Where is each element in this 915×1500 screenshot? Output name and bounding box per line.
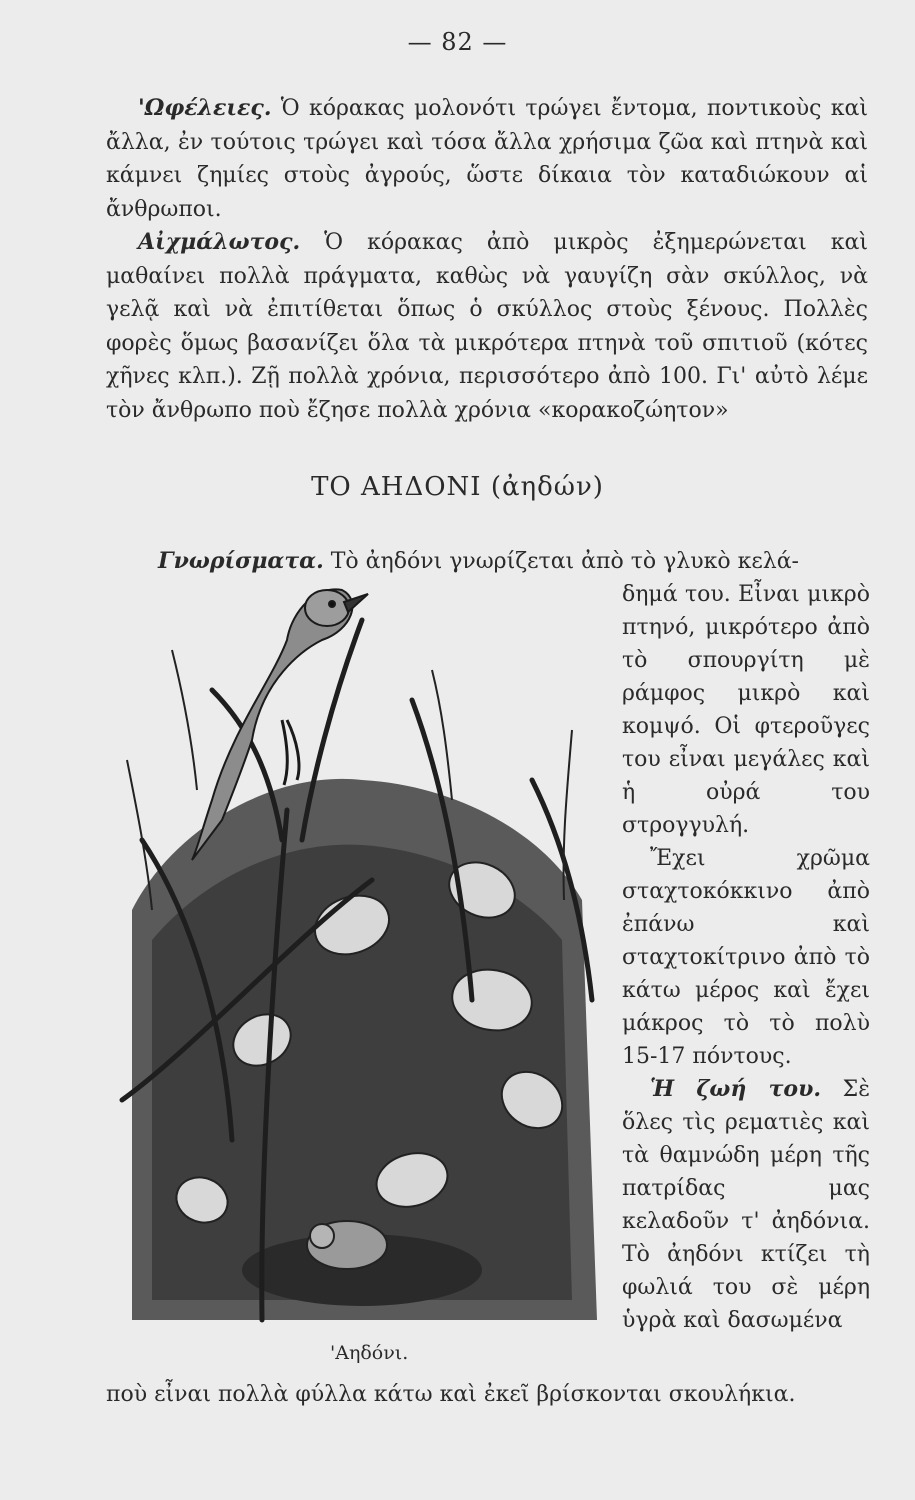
- paragraph-features-first-line: [158, 545, 799, 578]
- paragraph-lead: Ἡ ζωή του.: [650, 1076, 822, 1102]
- paragraph-text: Τὸ ἀηδόνι γνωρίζεται ἀπὸ τὸ γλυκὸ κελά-: [323, 549, 799, 574]
- paragraph-text: Ὁ κόρακας μολονότι τρώγει ἔντομα, ποντικοὺς καὶ ἄλλα, ἐν τούτοις τρώγει καὶ τόσα ἄλλα χρήσιμα ζῶα καὶ πτηνὰ καὶ κάμνει ζημίες στοὺς ἀγρούς, ὥστε δίκαια τὸν καταδιώκουν αἱ ἄνθρωποι.: [106, 96, 868, 222]
- paragraph-lead: Αἰχμάλωτος.: [138, 229, 301, 255]
- right-column: [622, 545, 870, 1337]
- paragraph-life: [622, 1073, 870, 1337]
- paragraph-features-rest: δημά του. Εἶναι μικρὸ πτηνό, μικρότερο ἀπὸ τὸ σπουργίτη μὲ ράμφος μικρὸ καὶ κομψό. Οἱ φτεροῦγες του εἶναι μεγάλες καὶ ἡ οὐρά του στρογγυλή.: [622, 582, 870, 838]
- top-paragraphs: [106, 92, 868, 427]
- paragraph-life-last-line: ποὺ εἶναι πολλὰ φύλλα κάτω καὶ ἐκεῖ βρίσκονται σκουλήκια.: [106, 1382, 796, 1407]
- paragraph-lead: Γνωρίσματα.: [158, 548, 324, 574]
- paragraph-lead: 'Ωφέλειες.: [138, 95, 272, 121]
- section-title: ΤΟ ΑΗΔΟΝΙ (ἀηδών): [311, 472, 604, 502]
- nightingale-illustration: [112, 580, 610, 1340]
- paragraph-benefits: [106, 92, 868, 226]
- page-number: — 82 —: [407, 28, 508, 56]
- paragraph-text: Σὲ ὅλες τὶς ρεματιὲς καὶ τὰ θαμνώδη μέρη τῆς πατρίδας μας κελαδοῦν τ' ἀηδόνια. Τὸ ἀηδόνι κτίζει τὴ φωλιά του σὲ μέρη ὑγρὰ καὶ δασωμένα: [622, 1077, 870, 1333]
- paragraph-color: Ἔχει χρῶμα σταχτοκόκκινο ἀπὸ ἐπάνω καὶ σταχτοκίτρινο ἀπὸ τὸ κάτω μέρος καὶ ἔχει μάκρος τὸ τὸ πολὺ 15-17 πόντους.: [622, 846, 870, 1069]
- paragraph-captive: [106, 226, 868, 427]
- paragraph-text: Ὁ κόρακας ἀπὸ μικρὸς ἐξημερώνεται καὶ μαθαίνει πολλὰ πράγματα, καθὼς νὰ γαυγίζη σὰν σκύλλος, νὰ γελᾷ καὶ νὰ ἐπιτίθεται ὅπως ὁ σκύλλος στοὺς ξένους. Πολλὲς φορὲς ὅμως βασανίζει ὅλα τὰ μικρότερα πτηνὰ τοῦ σπιτιοῦ (κότες χῆνες κλπ.). Ζῇ πολλὰ χρόνια, περισσότερο ἀπὸ 100. Γι' αὐτὸ λέμε τὸν ἄνθρωπο ποὺ ἔζησε πολλὰ χρόνια «κορακοζώητον»: [106, 230, 868, 423]
- illustration-caption: 'Αηδόνι.: [330, 1342, 409, 1364]
